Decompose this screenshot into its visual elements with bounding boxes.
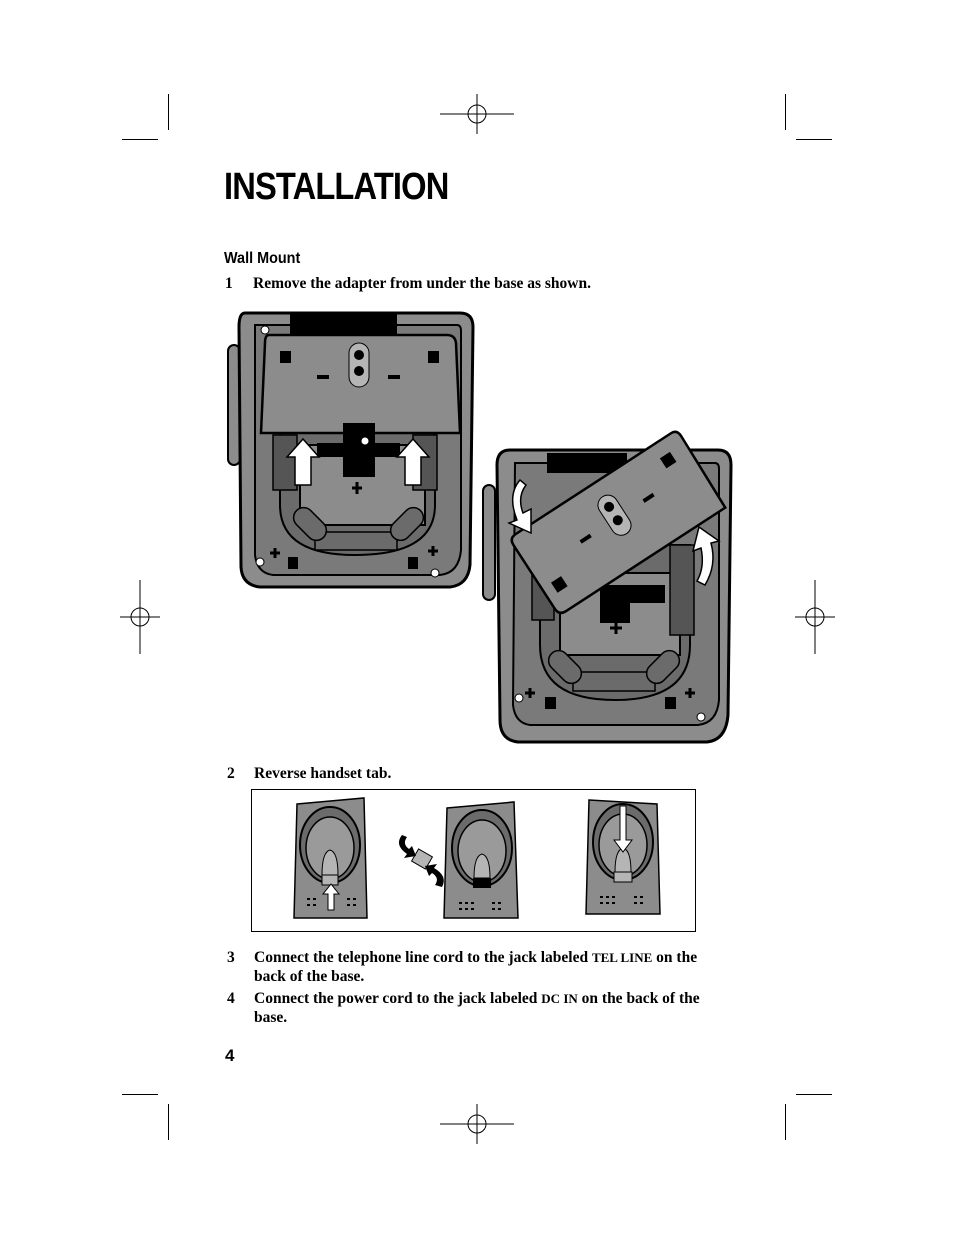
step-number: 2 [227, 765, 235, 782]
handset-3 [586, 800, 660, 914]
step-text-part: on the back of the base. [254, 990, 700, 1026]
step-text [254, 989, 724, 1027]
step-text [254, 948, 724, 986]
tab-flip-icon [399, 835, 444, 887]
crop-mark [168, 94, 169, 130]
step-text-part: on the back of the base. [254, 949, 698, 985]
step-3 [227, 948, 727, 988]
step-number: 4 [227, 990, 235, 1007]
step-1 [225, 274, 725, 294]
handset-tab-illustration [252, 790, 695, 931]
registration-mark-icon [795, 578, 835, 656]
jack-label: TEL LINE [591, 950, 653, 965]
step-4 [227, 989, 727, 1029]
step-number: 1 [225, 275, 233, 292]
registration-mark-icon [120, 578, 160, 656]
crop-mark [796, 1094, 832, 1095]
step-text-part: Connect the power cord to the jack labeled [254, 990, 542, 1007]
handset-1 [294, 798, 367, 918]
step-text-part: Connect the telephone line cord to the jack labeled [254, 949, 592, 966]
handset-tab-figure-box [251, 789, 696, 932]
crop-mark [122, 139, 158, 140]
step-number: 3 [227, 949, 235, 966]
step-text: Remove the adapter from under the base as shown. [253, 275, 591, 292]
crop-mark [168, 1104, 169, 1140]
step-text: Reverse handset tab. [254, 765, 392, 782]
handset-2 [444, 802, 518, 918]
phone-base-right [483, 429, 731, 742]
section-heading: Wall Mount [224, 250, 301, 267]
base-adapter-removal-illustration [225, 305, 755, 750]
crop-mark [122, 1094, 158, 1095]
page-title: INSTALLATION [224, 166, 449, 208]
crop-mark [785, 1104, 786, 1140]
crop-mark [796, 139, 832, 140]
page-number: 4 [225, 1046, 235, 1065]
step-2 [227, 764, 727, 784]
phone-base-left [228, 313, 473, 587]
jack-label: DC IN [541, 991, 578, 1006]
registration-mark-icon [438, 94, 516, 134]
crop-mark [785, 94, 786, 130]
registration-mark-icon [438, 1104, 516, 1144]
